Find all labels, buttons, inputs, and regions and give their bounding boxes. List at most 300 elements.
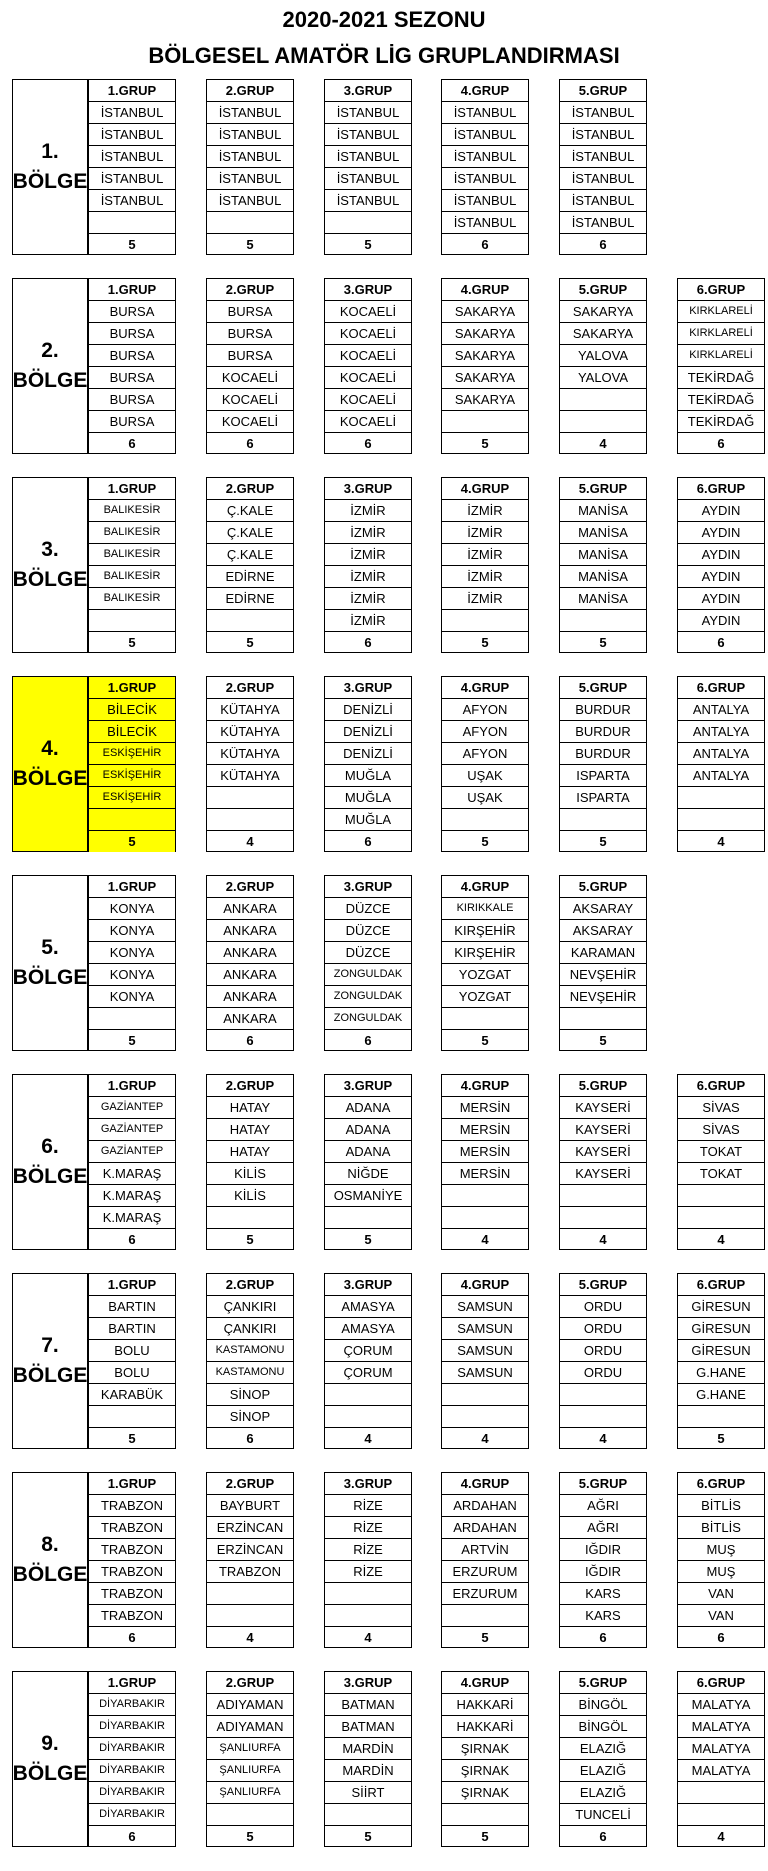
team-cell: KAYSERİ — [560, 1141, 646, 1163]
team-cell: ŞANLIURFA — [207, 1760, 293, 1782]
team-cell: EDİRNE — [207, 588, 293, 610]
group-table — [324, 278, 412, 454]
group-table — [559, 1273, 647, 1449]
team-cell: İSTANBUL — [89, 102, 175, 124]
team-cell: ÇANKIRI — [207, 1318, 293, 1340]
team-cell: SAKARYA — [560, 323, 646, 345]
team-cell — [560, 411, 646, 433]
team-cell: ANKARA — [207, 942, 293, 964]
team-cell: NEVŞEHİR — [560, 986, 646, 1008]
group-total: 4 — [599, 436, 607, 451]
team-cell: İSTANBUL — [325, 102, 411, 124]
team-cell: SİVAS — [678, 1097, 764, 1119]
group-table — [677, 1671, 765, 1847]
group-table — [559, 1074, 647, 1250]
group-header: 4.GRUP — [442, 1075, 528, 1097]
group-total: 4 — [717, 1232, 725, 1247]
team-cell: ÇANKIRI — [207, 1296, 293, 1318]
team-cell: BALIKESİR — [89, 522, 175, 544]
region-word: BÖLGE — [12, 1762, 88, 1785]
team-cell: G.HANE — [678, 1384, 764, 1406]
team-cell: ADANA — [325, 1097, 411, 1119]
group-total: 4 — [364, 1431, 372, 1446]
team-cell: İSTANBUL — [89, 190, 175, 212]
team-cell: MERSİN — [442, 1141, 528, 1163]
group-header: 6.GRUP — [678, 677, 764, 699]
team-cell: İSTANBUL — [325, 190, 411, 212]
group-table — [677, 1472, 765, 1648]
team-cell — [442, 1384, 528, 1406]
team-cell: İZMİR — [325, 522, 411, 544]
group-header: 1.GRUP — [89, 1075, 175, 1097]
team-cell: ERZİNCAN — [207, 1539, 293, 1561]
team-cell: BARTIN — [89, 1296, 175, 1318]
team-cell: ŞANLIURFA — [207, 1782, 293, 1804]
team-cell: DÜZCE — [325, 920, 411, 942]
group-table — [441, 1273, 529, 1449]
team-cell — [442, 1008, 528, 1030]
group-header: 1.GRUP — [89, 80, 175, 102]
team-cell: İSTANBUL — [442, 146, 528, 168]
team-cell — [325, 1207, 411, 1229]
group-header: 5.GRUP — [560, 478, 646, 500]
team-cell: MANİSA — [560, 544, 646, 566]
group-header: 6.GRUP — [678, 1075, 764, 1097]
team-cell: BURDUR — [560, 721, 646, 743]
team-cell — [325, 1583, 411, 1605]
team-cell — [678, 809, 764, 831]
group-header: 3.GRUP — [325, 1473, 411, 1495]
team-cell: İSTANBUL — [325, 124, 411, 146]
region-number: 7. — [41, 1334, 59, 1357]
team-cell: KOCAELİ — [325, 411, 411, 433]
group-header: 4.GRUP — [442, 876, 528, 898]
group-total: 5 — [246, 1829, 254, 1844]
team-cell — [678, 787, 764, 809]
team-cell: İZMİR — [325, 566, 411, 588]
group-total: 5 — [717, 1431, 725, 1446]
group-header: 6.GRUP — [678, 279, 764, 301]
group-table — [206, 1472, 294, 1648]
team-cell: KASTAMONU — [207, 1340, 293, 1362]
team-cell: ARTVİN — [442, 1539, 528, 1561]
group-header: 5.GRUP — [560, 1274, 646, 1296]
team-cell: ZONGULDAK — [325, 986, 411, 1008]
team-cell: ELAZIĞ — [560, 1760, 646, 1782]
team-cell: DENİZLİ — [325, 699, 411, 721]
team-cell — [325, 212, 411, 234]
team-cell: HATAY — [207, 1141, 293, 1163]
team-cell: AĞRI — [560, 1495, 646, 1517]
team-cell: AKSARAY — [560, 898, 646, 920]
team-cell: ANTALYA — [678, 743, 764, 765]
team-cell: KIRKLARELİ — [678, 301, 764, 323]
team-cell: SİİRT — [325, 1782, 411, 1804]
region-word: BÖLGE — [12, 767, 88, 790]
team-cell: KARS — [560, 1605, 646, 1627]
team-cell — [560, 610, 646, 632]
group-header: 2.GRUP — [207, 279, 293, 301]
group-table — [441, 278, 529, 454]
team-cell: KOCAELİ — [325, 367, 411, 389]
team-cell: UŞAK — [442, 765, 528, 787]
team-cell: TRABZON — [89, 1539, 175, 1561]
team-cell: ISPARTA — [560, 765, 646, 787]
group-table — [324, 875, 412, 1051]
team-cell: DENİZLİ — [325, 721, 411, 743]
team-cell: ŞIRNAK — [442, 1760, 528, 1782]
group-total: 5 — [364, 237, 372, 252]
group-header: 3.GRUP — [325, 876, 411, 898]
group-total: 5 — [364, 1232, 372, 1247]
group-table — [88, 676, 176, 852]
group-table — [206, 875, 294, 1051]
team-cell: DİYARBAKIR — [89, 1760, 175, 1782]
group-header: 5.GRUP — [560, 1473, 646, 1495]
region-word: BÖLGE — [12, 1165, 88, 1188]
team-cell: AYDIN — [678, 500, 764, 522]
team-cell: TOKAT — [678, 1141, 764, 1163]
team-cell: AYDIN — [678, 522, 764, 544]
team-cell: SAMSUN — [442, 1318, 528, 1340]
group-header: 6.GRUP — [678, 1274, 764, 1296]
team-cell: AMASYA — [325, 1296, 411, 1318]
team-cell: KOCAELİ — [207, 367, 293, 389]
group-total: 6 — [599, 237, 607, 252]
group-header: 5.GRUP — [560, 279, 646, 301]
group-header: 2.GRUP — [207, 1075, 293, 1097]
team-cell — [678, 1804, 764, 1826]
group-header: 3.GRUP — [325, 1075, 411, 1097]
group-total: 6 — [599, 1630, 607, 1645]
region-label — [12, 79, 88, 255]
team-cell — [442, 1605, 528, 1627]
group-header: 1.GRUP — [89, 279, 175, 301]
group-header: 2.GRUP — [207, 876, 293, 898]
region-word: BÖLGE — [12, 1563, 88, 1586]
team-cell: ELAZIĞ — [560, 1782, 646, 1804]
team-cell: BOLU — [89, 1362, 175, 1384]
team-cell: KAYSERİ — [560, 1119, 646, 1141]
team-cell — [207, 787, 293, 809]
team-cell — [207, 610, 293, 632]
team-cell: OSMANİYE — [325, 1185, 411, 1207]
team-cell: AYDIN — [678, 610, 764, 632]
team-cell: SİVAS — [678, 1119, 764, 1141]
team-cell: MANİSA — [560, 522, 646, 544]
group-total: 5 — [481, 834, 489, 849]
group-total: 4 — [364, 1630, 372, 1645]
team-cell: BURDUR — [560, 699, 646, 721]
team-cell: BİTLİS — [678, 1517, 764, 1539]
group-table — [206, 1273, 294, 1449]
team-cell: HATAY — [207, 1097, 293, 1119]
team-cell: ÇORUM — [325, 1362, 411, 1384]
team-cell: MANİSA — [560, 566, 646, 588]
team-cell: İSTANBUL — [442, 102, 528, 124]
team-cell: SİNOP — [207, 1384, 293, 1406]
group-total: 5 — [364, 1829, 372, 1844]
team-cell: KARABÜK — [89, 1384, 175, 1406]
group-table — [441, 477, 529, 653]
team-cell: SAKARYA — [442, 345, 528, 367]
team-cell: ANKARA — [207, 898, 293, 920]
region-label — [12, 1671, 88, 1847]
team-cell — [325, 1384, 411, 1406]
team-cell: ESKİŞEHİR — [89, 787, 175, 809]
group-total: 6 — [364, 1033, 372, 1048]
team-cell: KOCAELİ — [325, 323, 411, 345]
team-cell: ADIYAMAN — [207, 1694, 293, 1716]
group-header: 3.GRUP — [325, 80, 411, 102]
team-cell — [442, 610, 528, 632]
team-cell: AYDIN — [678, 544, 764, 566]
group-table — [206, 477, 294, 653]
team-cell: BURSA — [89, 323, 175, 345]
team-cell — [442, 1804, 528, 1826]
team-cell: TRABZON — [89, 1583, 175, 1605]
team-cell: AFYON — [442, 743, 528, 765]
team-cell — [442, 411, 528, 433]
team-cell: MALATYA — [678, 1738, 764, 1760]
team-cell: KOCAELİ — [207, 389, 293, 411]
group-table — [88, 1273, 176, 1449]
group-header: 4.GRUP — [442, 1672, 528, 1694]
team-cell: KÜTAHYA — [207, 721, 293, 743]
team-cell: ADANA — [325, 1141, 411, 1163]
group-total: 4 — [481, 1232, 489, 1247]
group-header: 5.GRUP — [560, 876, 646, 898]
group-header: 3.GRUP — [325, 1274, 411, 1296]
group-table — [441, 79, 529, 255]
team-cell: İSTANBUL — [442, 124, 528, 146]
group-header: 2.GRUP — [207, 478, 293, 500]
group-total: 5 — [246, 1232, 254, 1247]
team-cell — [560, 809, 646, 831]
group-header: 5.GRUP — [560, 1075, 646, 1097]
team-cell: BURSA — [89, 411, 175, 433]
group-table — [559, 676, 647, 852]
team-cell: ANKARA — [207, 920, 293, 942]
team-cell: KÜTAHYA — [207, 699, 293, 721]
team-cell: SAKARYA — [442, 301, 528, 323]
team-cell: AFYON — [442, 721, 528, 743]
team-cell: AYDIN — [678, 566, 764, 588]
team-cell — [207, 809, 293, 831]
team-cell: BALIKESİR — [89, 588, 175, 610]
team-cell: BURSA — [89, 389, 175, 411]
group-total: 5 — [481, 1630, 489, 1645]
team-cell: KOCAELİ — [207, 411, 293, 433]
group-total: 5 — [599, 635, 607, 650]
team-cell: ADIYAMAN — [207, 1716, 293, 1738]
team-cell: KIRŞEHİR — [442, 942, 528, 964]
group-total: 5 — [89, 831, 175, 852]
team-cell: MERSİN — [442, 1119, 528, 1141]
group-table — [206, 676, 294, 852]
group-total: 5 — [128, 1033, 136, 1048]
team-cell: BURSA — [89, 345, 175, 367]
team-cell: BURSA — [207, 301, 293, 323]
group-total: 6 — [717, 635, 725, 650]
team-cell: ISPARTA — [560, 787, 646, 809]
team-cell: BURSA — [89, 301, 175, 323]
group-total: 6 — [128, 436, 136, 451]
team-cell: İSTANBUL — [560, 190, 646, 212]
group-table — [206, 278, 294, 454]
group-total: 5 — [599, 834, 607, 849]
team-cell: BAYBURT — [207, 1495, 293, 1517]
team-cell: İZMİR — [442, 588, 528, 610]
team-cell: BOLU — [89, 1340, 175, 1362]
team-cell: ESKİŞEHİR — [89, 765, 175, 787]
team-cell — [678, 1207, 764, 1229]
group-table — [324, 477, 412, 653]
team-cell: ANKARA — [207, 964, 293, 986]
team-cell: ZONGULDAK — [325, 964, 411, 986]
team-cell: KONYA — [89, 942, 175, 964]
team-cell: BURDUR — [560, 743, 646, 765]
group-table — [324, 1273, 412, 1449]
team-cell: BURSA — [89, 367, 175, 389]
team-cell: HAKKARİ — [442, 1694, 528, 1716]
team-cell: HAKKARİ — [442, 1716, 528, 1738]
team-cell — [325, 1605, 411, 1627]
group-table — [677, 676, 765, 852]
team-cell: İZMİR — [325, 588, 411, 610]
team-cell: ANTALYA — [678, 699, 764, 721]
group-table — [88, 1671, 176, 1847]
team-cell: ELAZIĞ — [560, 1738, 646, 1760]
group-total: 5 — [128, 635, 136, 650]
group-header: 1.GRUP — [89, 876, 175, 898]
team-cell: ÇORUM — [325, 1340, 411, 1362]
group-header: 6.GRUP — [678, 1473, 764, 1495]
team-cell: MERSİN — [442, 1163, 528, 1185]
team-cell: İSTANBUL — [89, 124, 175, 146]
team-cell — [560, 1008, 646, 1030]
team-cell: K.MARAŞ — [89, 1185, 175, 1207]
group-table — [677, 1074, 765, 1250]
team-cell — [325, 1406, 411, 1428]
team-cell: DÜZCE — [325, 898, 411, 920]
team-cell: SAMSUN — [442, 1362, 528, 1384]
team-cell: GİRESUN — [678, 1318, 764, 1340]
region-number: 5. — [41, 936, 59, 959]
team-cell: KONYA — [89, 920, 175, 942]
group-table — [206, 1671, 294, 1847]
group-total: 6 — [246, 1033, 254, 1048]
group-header: 6.GRUP — [678, 478, 764, 500]
group-total: 6 — [128, 1829, 136, 1844]
group-total: 6 — [364, 436, 372, 451]
group-table — [559, 875, 647, 1051]
region-label — [12, 477, 88, 653]
team-cell — [89, 809, 175, 831]
group-table — [324, 1671, 412, 1847]
group-table — [559, 1472, 647, 1648]
group-total: 6 — [246, 1431, 254, 1446]
group-total: 5 — [481, 1829, 489, 1844]
team-cell: İSTANBUL — [325, 168, 411, 190]
group-table — [324, 79, 412, 255]
team-cell: TRABZON — [89, 1605, 175, 1627]
team-cell: K.MARAŞ — [89, 1207, 175, 1229]
team-cell — [89, 212, 175, 234]
region-number: 3. — [41, 538, 59, 561]
team-cell: YALOVA — [560, 367, 646, 389]
region-word: BÖLGE — [12, 170, 88, 193]
team-cell: NEVŞEHİR — [560, 964, 646, 986]
group-table — [88, 477, 176, 653]
group-header: 1.GRUP — [89, 478, 175, 500]
team-cell — [442, 809, 528, 831]
team-cell: KİLİS — [207, 1185, 293, 1207]
team-cell: ŞIRNAK — [442, 1782, 528, 1804]
team-cell — [678, 1406, 764, 1428]
team-cell: KIRKLARELİ — [678, 345, 764, 367]
group-table — [559, 278, 647, 454]
group-header: 3.GRUP — [325, 677, 411, 699]
team-cell — [442, 1207, 528, 1229]
group-table — [88, 875, 176, 1051]
group-total: 5 — [481, 1033, 489, 1048]
group-header: 3.GRUP — [325, 1672, 411, 1694]
team-cell: DİYARBAKIR — [89, 1782, 175, 1804]
team-cell: İZMİR — [442, 522, 528, 544]
team-cell — [678, 1782, 764, 1804]
group-table — [441, 875, 529, 1051]
team-cell — [678, 1185, 764, 1207]
group-total: 4 — [481, 1431, 489, 1446]
team-cell: TUNCELİ — [560, 1804, 646, 1826]
group-header: 5.GRUP — [560, 80, 646, 102]
team-cell: ANKARA — [207, 986, 293, 1008]
team-cell — [207, 1583, 293, 1605]
team-cell: ANTALYA — [678, 765, 764, 787]
team-cell: İSTANBUL — [207, 146, 293, 168]
team-cell: RİZE — [325, 1539, 411, 1561]
region-number: 2. — [41, 339, 59, 362]
title-line-1: 2020-2021 SEZONU — [282, 7, 486, 32]
team-cell: SAMSUN — [442, 1340, 528, 1362]
team-cell: MUŞ — [678, 1561, 764, 1583]
group-table — [441, 1074, 529, 1250]
team-cell: ŞIRNAK — [442, 1738, 528, 1760]
region-label — [12, 1074, 88, 1250]
group-total: 4 — [246, 1630, 254, 1645]
group-table — [88, 278, 176, 454]
team-cell: ANKARA — [207, 1008, 293, 1030]
team-cell — [560, 1406, 646, 1428]
team-cell: KÜTAHYA — [207, 765, 293, 787]
team-cell: TRABZON — [89, 1495, 175, 1517]
team-cell: IĞDIR — [560, 1561, 646, 1583]
team-cell: İSTANBUL — [560, 168, 646, 190]
team-cell: İZMİR — [325, 500, 411, 522]
group-table — [206, 79, 294, 255]
team-cell: İZMİR — [325, 610, 411, 632]
team-cell: KONYA — [89, 986, 175, 1008]
region-label — [12, 875, 88, 1051]
group-header: 2.GRUP — [207, 1473, 293, 1495]
group-table — [559, 1671, 647, 1847]
team-cell: TEKİRDAĞ — [678, 367, 764, 389]
team-cell — [207, 212, 293, 234]
team-cell: İSTANBUL — [442, 190, 528, 212]
team-cell: MUĞLA — [325, 765, 411, 787]
team-cell — [89, 610, 175, 632]
